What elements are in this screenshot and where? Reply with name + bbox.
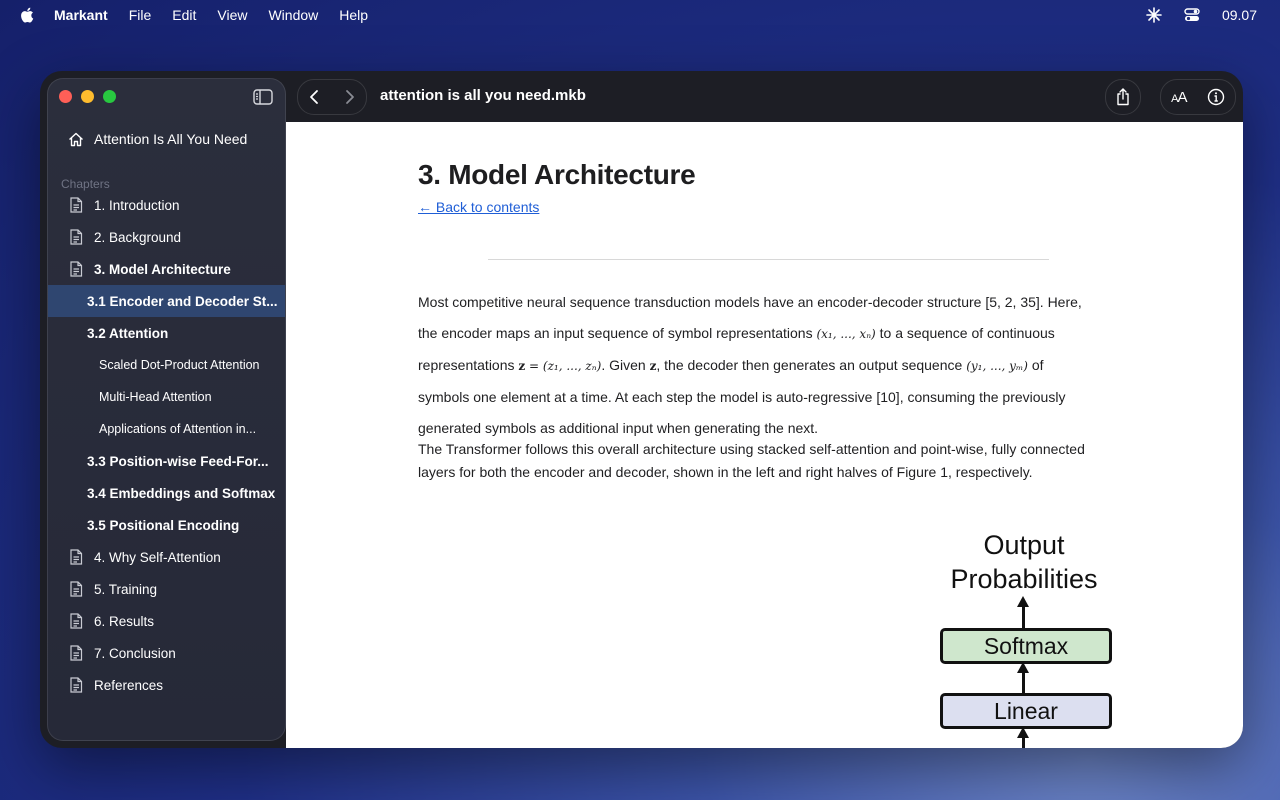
zoom-window-button[interactable] (103, 90, 116, 103)
sidebar-home-item[interactable] (68, 131, 247, 147)
sidebar-item-label: 3.5 Positional Encoding (87, 517, 240, 533)
sidebar-item-label: 3.3 Position-wise Feed-For... (87, 453, 269, 469)
document-title: attention is all you need.mkb (380, 87, 586, 104)
sidebar-item-encoder-decoder[interactable] (48, 285, 285, 317)
sidebar-item-attention[interactable] (48, 317, 285, 349)
document-icon (69, 677, 83, 693)
sidebar-item-why-self-attention[interactable] (48, 541, 285, 573)
info-button[interactable] (1207, 88, 1225, 106)
document-icon (69, 613, 83, 629)
sidebar-item-label: 4. Why Self-Attention (94, 549, 221, 565)
sidebar-item-label: 6. Results (94, 613, 155, 629)
figure-arrow (1022, 670, 1025, 693)
sidebar-item-background[interactable] (48, 221, 285, 253)
close-window-button[interactable] (59, 90, 72, 103)
sidebar-item-label: 5. Training (94, 581, 158, 597)
sidebar-item-label: 3.1 Encoder and Decoder St... (87, 293, 278, 309)
control-center-icon[interactable] (1184, 8, 1200, 22)
sparkle-status-icon[interactable] (1146, 7, 1162, 23)
sidebar-item-label: 3.4 Embeddings and Softmax (87, 485, 276, 501)
divider (488, 259, 1049, 260)
document-icon (69, 581, 83, 597)
sidebar (47, 78, 286, 741)
figure-linear-box: Linear (940, 693, 1112, 729)
document-view (286, 122, 1243, 748)
share-button[interactable] (1105, 79, 1141, 115)
sidebar-item-model-architecture[interactable] (48, 253, 285, 285)
navigation-buttons (297, 79, 367, 115)
sidebar-item-scaled-dot-product[interactable] (48, 349, 285, 381)
forward-button[interactable] (342, 89, 356, 105)
sidebar-item-embeddings[interactable] (48, 477, 285, 509)
toolbar (290, 71, 1243, 121)
figure-arrow (1022, 735, 1025, 748)
sidebar-item-label: 3. Model Architecture (94, 261, 231, 277)
sidebar-item-positional-encoding[interactable] (48, 509, 285, 541)
sidebar-item-label: 2. Background (94, 229, 182, 245)
sidebar-item-label: 3.2 Attention (87, 325, 169, 341)
menu-app-name[interactable]: Markant (54, 6, 108, 23)
home-label: Attention Is All You Need (94, 131, 248, 147)
sidebar-item-results[interactable] (48, 605, 285, 637)
minimize-window-button[interactable] (81, 90, 94, 103)
apple-logo-icon[interactable] (20, 7, 34, 23)
sidebar-item-label: Applications of Attention in... (99, 422, 257, 436)
figure-softmax-box: Softmax (940, 628, 1112, 664)
sidebar-item-introduction[interactable] (48, 189, 285, 221)
back-to-contents-link[interactable]: ← Back to contents (418, 199, 540, 215)
sidebar-item-label: 1. Introduction (94, 197, 180, 213)
home-icon (68, 132, 84, 147)
sidebar-item-conclusion[interactable] (48, 637, 285, 669)
paragraph-1: Most competitive neural sequence transduction models have an encoder-decoder structure [5, 2, 35]. Here, the encoder maps an input sequence of symbol representations (x₁, ..., xₙ) to a sequence of continuous representations z = (z₁, ..., zₙ). Given z, the decoder then generates an output sequence (y₁, ..., yₘ) of symbols one element at a time. At each step the model is auto-regressive [10], consuming the previously generated symbols as additional input when generating the next. (418, 294, 1082, 436)
sidebar-item-multi-head[interactable] (48, 381, 285, 413)
figure-output-label: Output Probabilities (950, 530, 1098, 594)
menu-bar (0, 0, 1280, 29)
back-button[interactable] (308, 89, 322, 105)
page-title: 3. Model Architecture (418, 159, 696, 190)
sidebar-item-training[interactable] (48, 573, 285, 605)
sidebar-item-references[interactable] (48, 669, 285, 701)
window-controls (59, 90, 116, 103)
menu-view[interactable]: View (217, 6, 248, 23)
sidebar-item-label: References (94, 677, 164, 693)
share-icon (1115, 88, 1131, 106)
sidebar-item-label: Scaled Dot-Product Attention (99, 358, 260, 372)
paragraph-2: The Transformer follows this overall architecture using stacked self-attention and point-wise, fully connected layers for both the encoder and decoder, shown in the left and right halves of Figure 1, respectively. (418, 441, 1085, 480)
sidebar-toggle-icon[interactable] (253, 89, 273, 105)
sidebar-item-label: Multi-Head Attention (99, 390, 212, 404)
document-icon (69, 229, 83, 245)
sidebar-item-applications[interactable] (48, 413, 285, 445)
document-icon (69, 197, 83, 213)
document-icon (69, 261, 83, 277)
sidebar-item-feed-forward[interactable] (48, 445, 285, 477)
document-icon (69, 549, 83, 565)
figure-arrow (1022, 604, 1025, 628)
transformer-figure (918, 528, 1158, 748)
menu-window[interactable]: Window (268, 6, 319, 23)
view-options (1160, 79, 1236, 115)
sidebar-item-label: 7. Conclusion (94, 645, 176, 661)
menu-help[interactable]: Help (339, 6, 369, 23)
chapters-section-label: Chapters (61, 177, 110, 191)
table-of-contents (48, 189, 285, 701)
menu-edit[interactable]: Edit (172, 6, 197, 23)
menu-clock[interactable]: 09.07 (1221, 6, 1257, 23)
document-icon (69, 645, 83, 661)
menu-file[interactable]: File (128, 6, 152, 23)
font-size-button[interactable]: AA (1171, 88, 1187, 106)
app-window (40, 71, 1243, 748)
